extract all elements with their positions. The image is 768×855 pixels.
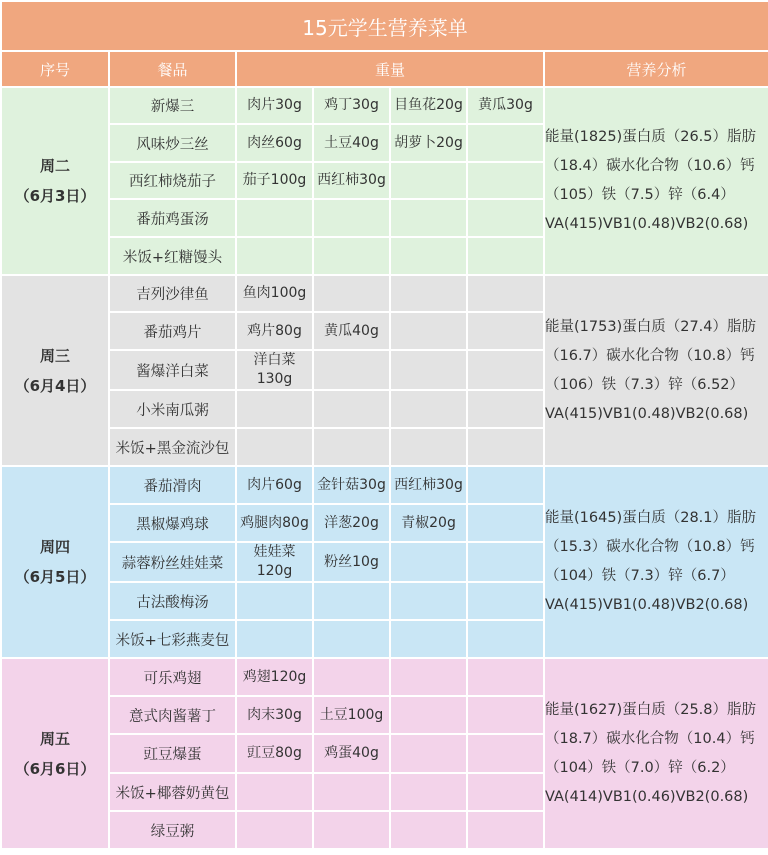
weight-cell: 肉片60g <box>236 466 313 504</box>
weight-cell <box>390 390 467 428</box>
weight-cell <box>390 237 467 275</box>
weight-cell <box>313 199 390 237</box>
weight-cell: 黄瓜30g <box>467 87 544 124</box>
weight-cell: 鸡翅120g <box>236 658 313 696</box>
weight-cell <box>236 620 313 658</box>
weight-cell <box>236 811 313 849</box>
day-cell <box>1 658 109 849</box>
weight-cell: 鸡丁30g <box>313 87 390 124</box>
menu-row <box>1 658 768 696</box>
weight-cell <box>467 658 544 696</box>
weight-cell <box>390 350 467 390</box>
weight-cell <box>313 582 390 620</box>
weight-cell <box>467 620 544 658</box>
weight-cell <box>390 620 467 658</box>
weight-cell <box>467 466 544 504</box>
weight-cell <box>313 237 390 275</box>
nutrition-analysis: 能量(1627)蛋白质（25.8）脂肪（18.7）碳水化合物（10.4）钙（104）铁（7.0）锌（6.2）VA(414)VB1(0.46)VB2(0.68) <box>544 658 768 849</box>
weight-cell: 鱼肉100g <box>236 275 313 312</box>
menu-title: 15元学生营养菜单 <box>1 1 768 51</box>
weight-cell <box>313 275 390 312</box>
nutrition-analysis: 能量(1645)蛋白质（28.1）脂肪（15.3）碳水化合物（10.8）钙（104）铁（7.3）锌（6.7）VA(415)VB1(0.48)VB2(0.68) <box>544 466 768 658</box>
weight-cell: 金针菇30g <box>313 466 390 504</box>
weight-cell <box>467 811 544 849</box>
weight-cell: 洋葱20g <box>313 504 390 542</box>
weight-cell <box>467 390 544 428</box>
day-cell <box>1 275 109 466</box>
weight-cell <box>390 658 467 696</box>
menu-row <box>1 87 768 124</box>
weight-cell <box>467 199 544 237</box>
dish-name: 番茄滑肉 <box>109 466 236 504</box>
header-analysis: 营养分析 <box>544 51 768 87</box>
weight-cell <box>390 275 467 312</box>
weight-cell: 娃娃菜 120g <box>236 542 313 582</box>
weight-cell <box>467 542 544 582</box>
dish-name: 酱爆洋白菜 <box>109 350 236 390</box>
dish-name: 豇豆爆蛋 <box>109 734 236 773</box>
weight-cell: 西红柿30g <box>313 162 390 199</box>
dish-name: 古法酸梅汤 <box>109 582 236 620</box>
weight-cell <box>467 162 544 199</box>
dish-name: 新爆三 <box>109 87 236 124</box>
nutrition-analysis: 能量(1825)蛋白质（26.5）脂肪（18.4）碳水化合物（10.6）钙（105）铁（7.5）锌（6.4）VA(415)VB1(0.48)VB2(0.68) <box>544 87 768 275</box>
weight-cell <box>467 350 544 390</box>
weight-cell <box>390 428 467 466</box>
dish-name: 米饭+黑金流沙包 <box>109 428 236 466</box>
weight-cell <box>467 237 544 275</box>
weight-cell <box>467 275 544 312</box>
day-cell <box>1 87 109 275</box>
weight-cell: 胡萝卜20g <box>390 124 467 162</box>
day-label: 周二 <box>39 157 70 175</box>
day-date: （6月6日） <box>14 759 96 778</box>
weight-cell: 茄子100g <box>236 162 313 199</box>
weight-cell <box>390 199 467 237</box>
weight-cell <box>313 620 390 658</box>
weight-cell: 肉片30g <box>236 87 313 124</box>
weight-cell: 青椒20g <box>390 504 467 542</box>
weight-cell: 肉丝60g <box>236 124 313 162</box>
weight-cell: 黄瓜40g <box>313 312 390 350</box>
weight-cell <box>390 734 467 773</box>
dish-name: 西红柿烧茄子 <box>109 162 236 199</box>
dish-name: 风味炒三丝 <box>109 124 236 162</box>
weight-cell <box>236 428 313 466</box>
weight-cell <box>236 773 313 811</box>
dish-name: 米饭+椰蓉奶黄包 <box>109 773 236 811</box>
weight-cell <box>313 773 390 811</box>
weight-cell: 土豆40g <box>313 124 390 162</box>
weight-cell: 鸡片80g <box>236 312 313 350</box>
weight-cell <box>236 199 313 237</box>
weight-cell <box>467 734 544 773</box>
dish-name: 吉列沙律鱼 <box>109 275 236 312</box>
dish-name: 米饭+七彩燕麦包 <box>109 620 236 658</box>
weight-cell: 粉丝10g <box>313 542 390 582</box>
nutrition-analysis: 能量(1753)蛋白质（27.4）脂肪（16.7）碳水化合物（10.8）钙（106）铁（7.3）锌（6.52）VA(415)VB1(0.48)VB2(0.68) <box>544 275 768 466</box>
dish-name: 番茄鸡蛋汤 <box>109 199 236 237</box>
day-cell <box>1 466 109 658</box>
weight-cell: 目鱼花20g <box>390 87 467 124</box>
weight-cell: 鸡腿肉80g <box>236 504 313 542</box>
weight-cell <box>467 696 544 734</box>
day-date: （6月3日） <box>14 187 96 205</box>
weight-cell: 土豆100g <box>313 696 390 734</box>
dish-name: 蒜蓉粉丝娃娃菜 <box>109 542 236 582</box>
dish-name: 小米南瓜粥 <box>109 390 236 428</box>
weight-cell <box>467 428 544 466</box>
header-dish: 餐品 <box>109 51 236 87</box>
weight-cell <box>236 237 313 275</box>
weight-cell: 肉末30g <box>236 696 313 734</box>
weight-cell: 西红柿30g <box>390 466 467 504</box>
weight-cell <box>313 428 390 466</box>
weight-cell <box>236 582 313 620</box>
header-weight: 重量 <box>236 51 544 87</box>
weight-cell: 豇豆80g <box>236 734 313 773</box>
weight-cell <box>236 390 313 428</box>
dish-name: 番茄鸡片 <box>109 312 236 350</box>
day-date: （6月4日） <box>14 376 96 395</box>
weight-cell <box>313 350 390 390</box>
menu-row <box>1 275 768 312</box>
header-seq: 序号 <box>1 51 109 87</box>
menu-body <box>1 87 768 849</box>
dish-name: 意式肉酱薯丁 <box>109 696 236 734</box>
weight-cell <box>467 504 544 542</box>
weight-cell <box>467 312 544 350</box>
day-label: 周三 <box>39 346 70 365</box>
weight-cell <box>390 542 467 582</box>
weight-cell <box>390 312 467 350</box>
day-label: 周四 <box>39 538 70 556</box>
menu-row <box>1 466 768 504</box>
weight-cell <box>390 162 467 199</box>
weight-cell <box>390 582 467 620</box>
weight-cell <box>313 658 390 696</box>
dish-name: 黑椒爆鸡球 <box>109 504 236 542</box>
dish-name: 绿豆粥 <box>109 811 236 849</box>
weight-cell: 鸡蛋40g <box>313 734 390 773</box>
day-date: （6月5日） <box>14 568 96 586</box>
weight-cell <box>390 696 467 734</box>
weight-cell: 洋白菜 130g <box>236 350 313 390</box>
weight-cell <box>467 773 544 811</box>
weight-cell <box>390 811 467 849</box>
weight-cell <box>390 773 467 811</box>
day-label: 周五 <box>39 729 70 748</box>
dish-name: 米饭+红糖馒头 <box>109 237 236 275</box>
dish-name: 可乐鸡翅 <box>109 658 236 696</box>
weight-cell <box>313 811 390 849</box>
weight-cell <box>313 390 390 428</box>
weight-cell <box>467 582 544 620</box>
weight-cell <box>467 124 544 162</box>
